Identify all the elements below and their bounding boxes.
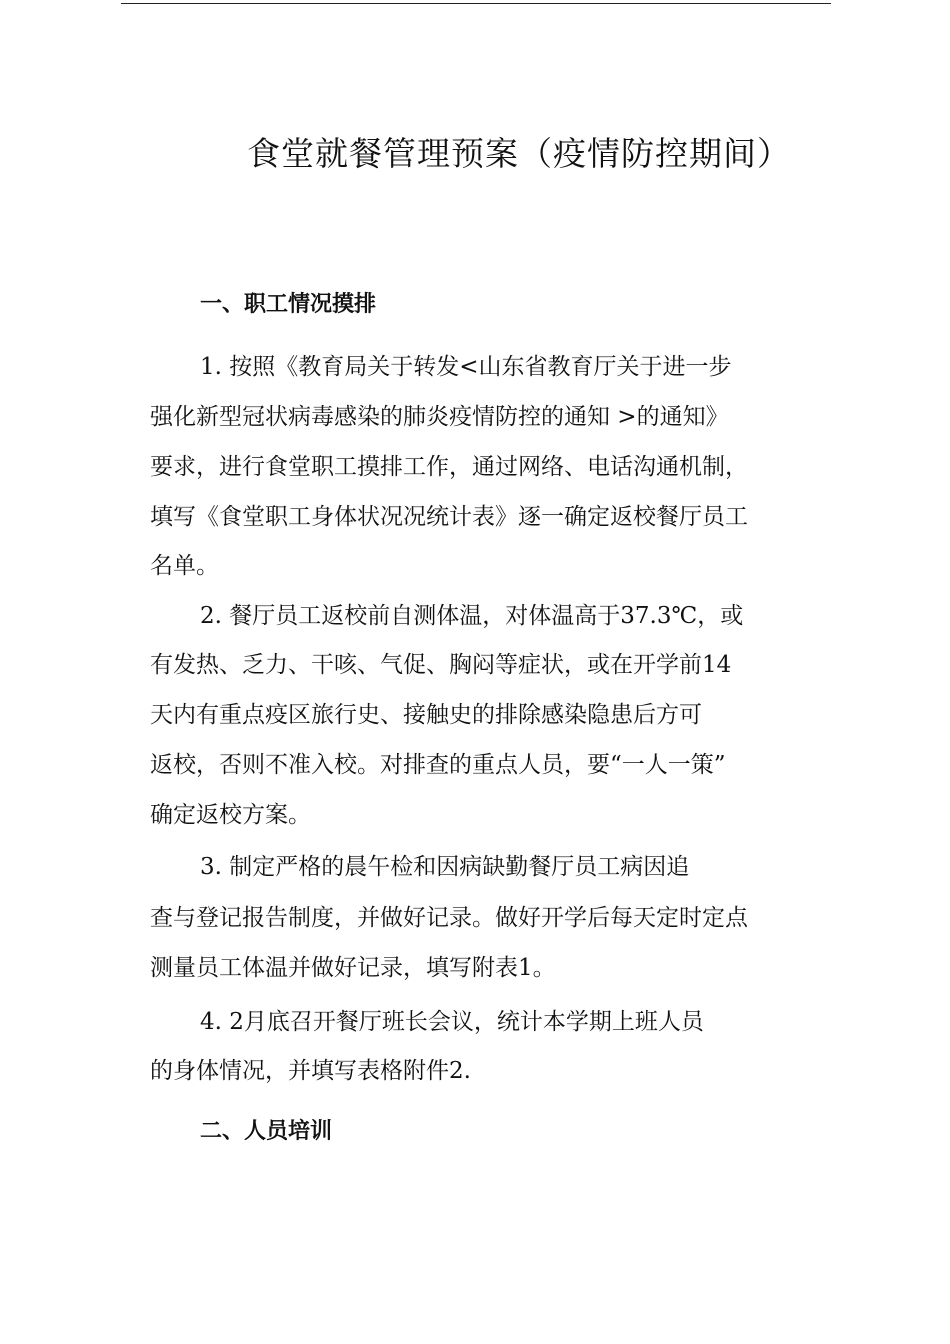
paragraph-1-line-1: 1. 按照《教育局关于转发<山东省教育厅关于进一步 <box>200 354 732 380</box>
paragraph-1-line-2: 强化新型冠状病毒感染的肺炎疫情防控的通知 >的通知》 <box>150 404 729 430</box>
paragraph-2-line-2: 有发热、乏力、干咳、气促、胸闷等症状，或在开学前14 <box>150 652 732 678</box>
section-heading-staff-training: 二、人员培训 <box>200 1119 333 1144</box>
paragraph-2-line-3: 天内有重点疫区旅行史、接触史的排除感染隐患后方可 <box>150 702 702 728</box>
document-title: 食堂就餐管理预案（疫情防控期间） <box>247 134 791 173</box>
paragraph-2-line-4: 返校，否则不准入校。对排查的重点人员，要“一人一策” <box>150 752 726 778</box>
paragraph-1-line-4: 填写《食堂职工身体状况况统计表》逐一确定返校餐厅员工 <box>150 504 748 530</box>
paragraph-1-line-3: 要求，进行食堂职工摸排工作，通过网络、电话沟通机制， <box>150 454 748 480</box>
paragraph-3-line-3: 测量员工体温并做好记录，填写附表1。 <box>150 955 556 981</box>
paragraph-3-line-1: 3. 制定严格的晨午检和因病缺勤餐厅员工病因追 <box>200 854 690 880</box>
paragraph-2-line-1: 2. 餐厅员工返校前自测体温，对体温高于37.3℃，或 <box>200 603 744 629</box>
top-rule <box>121 3 831 4</box>
paragraph-2-line-5: 确定返校方案。 <box>150 802 311 828</box>
section-heading-staff-screening: 一、职工情况摸排 <box>200 292 377 317</box>
paragraph-4-line-1: 4. 2月底召开餐厅班长会议，统计本学期上班人员 <box>200 1009 704 1035</box>
paragraph-4-line-2: 的身体情况，并填写表格附件2. <box>150 1058 471 1084</box>
paragraph-1-line-5: 名单。 <box>150 553 219 579</box>
paragraph-3-line-2: 查与登记报告制度，并做好记录。做好开学后每天定时定点 <box>150 905 748 931</box>
